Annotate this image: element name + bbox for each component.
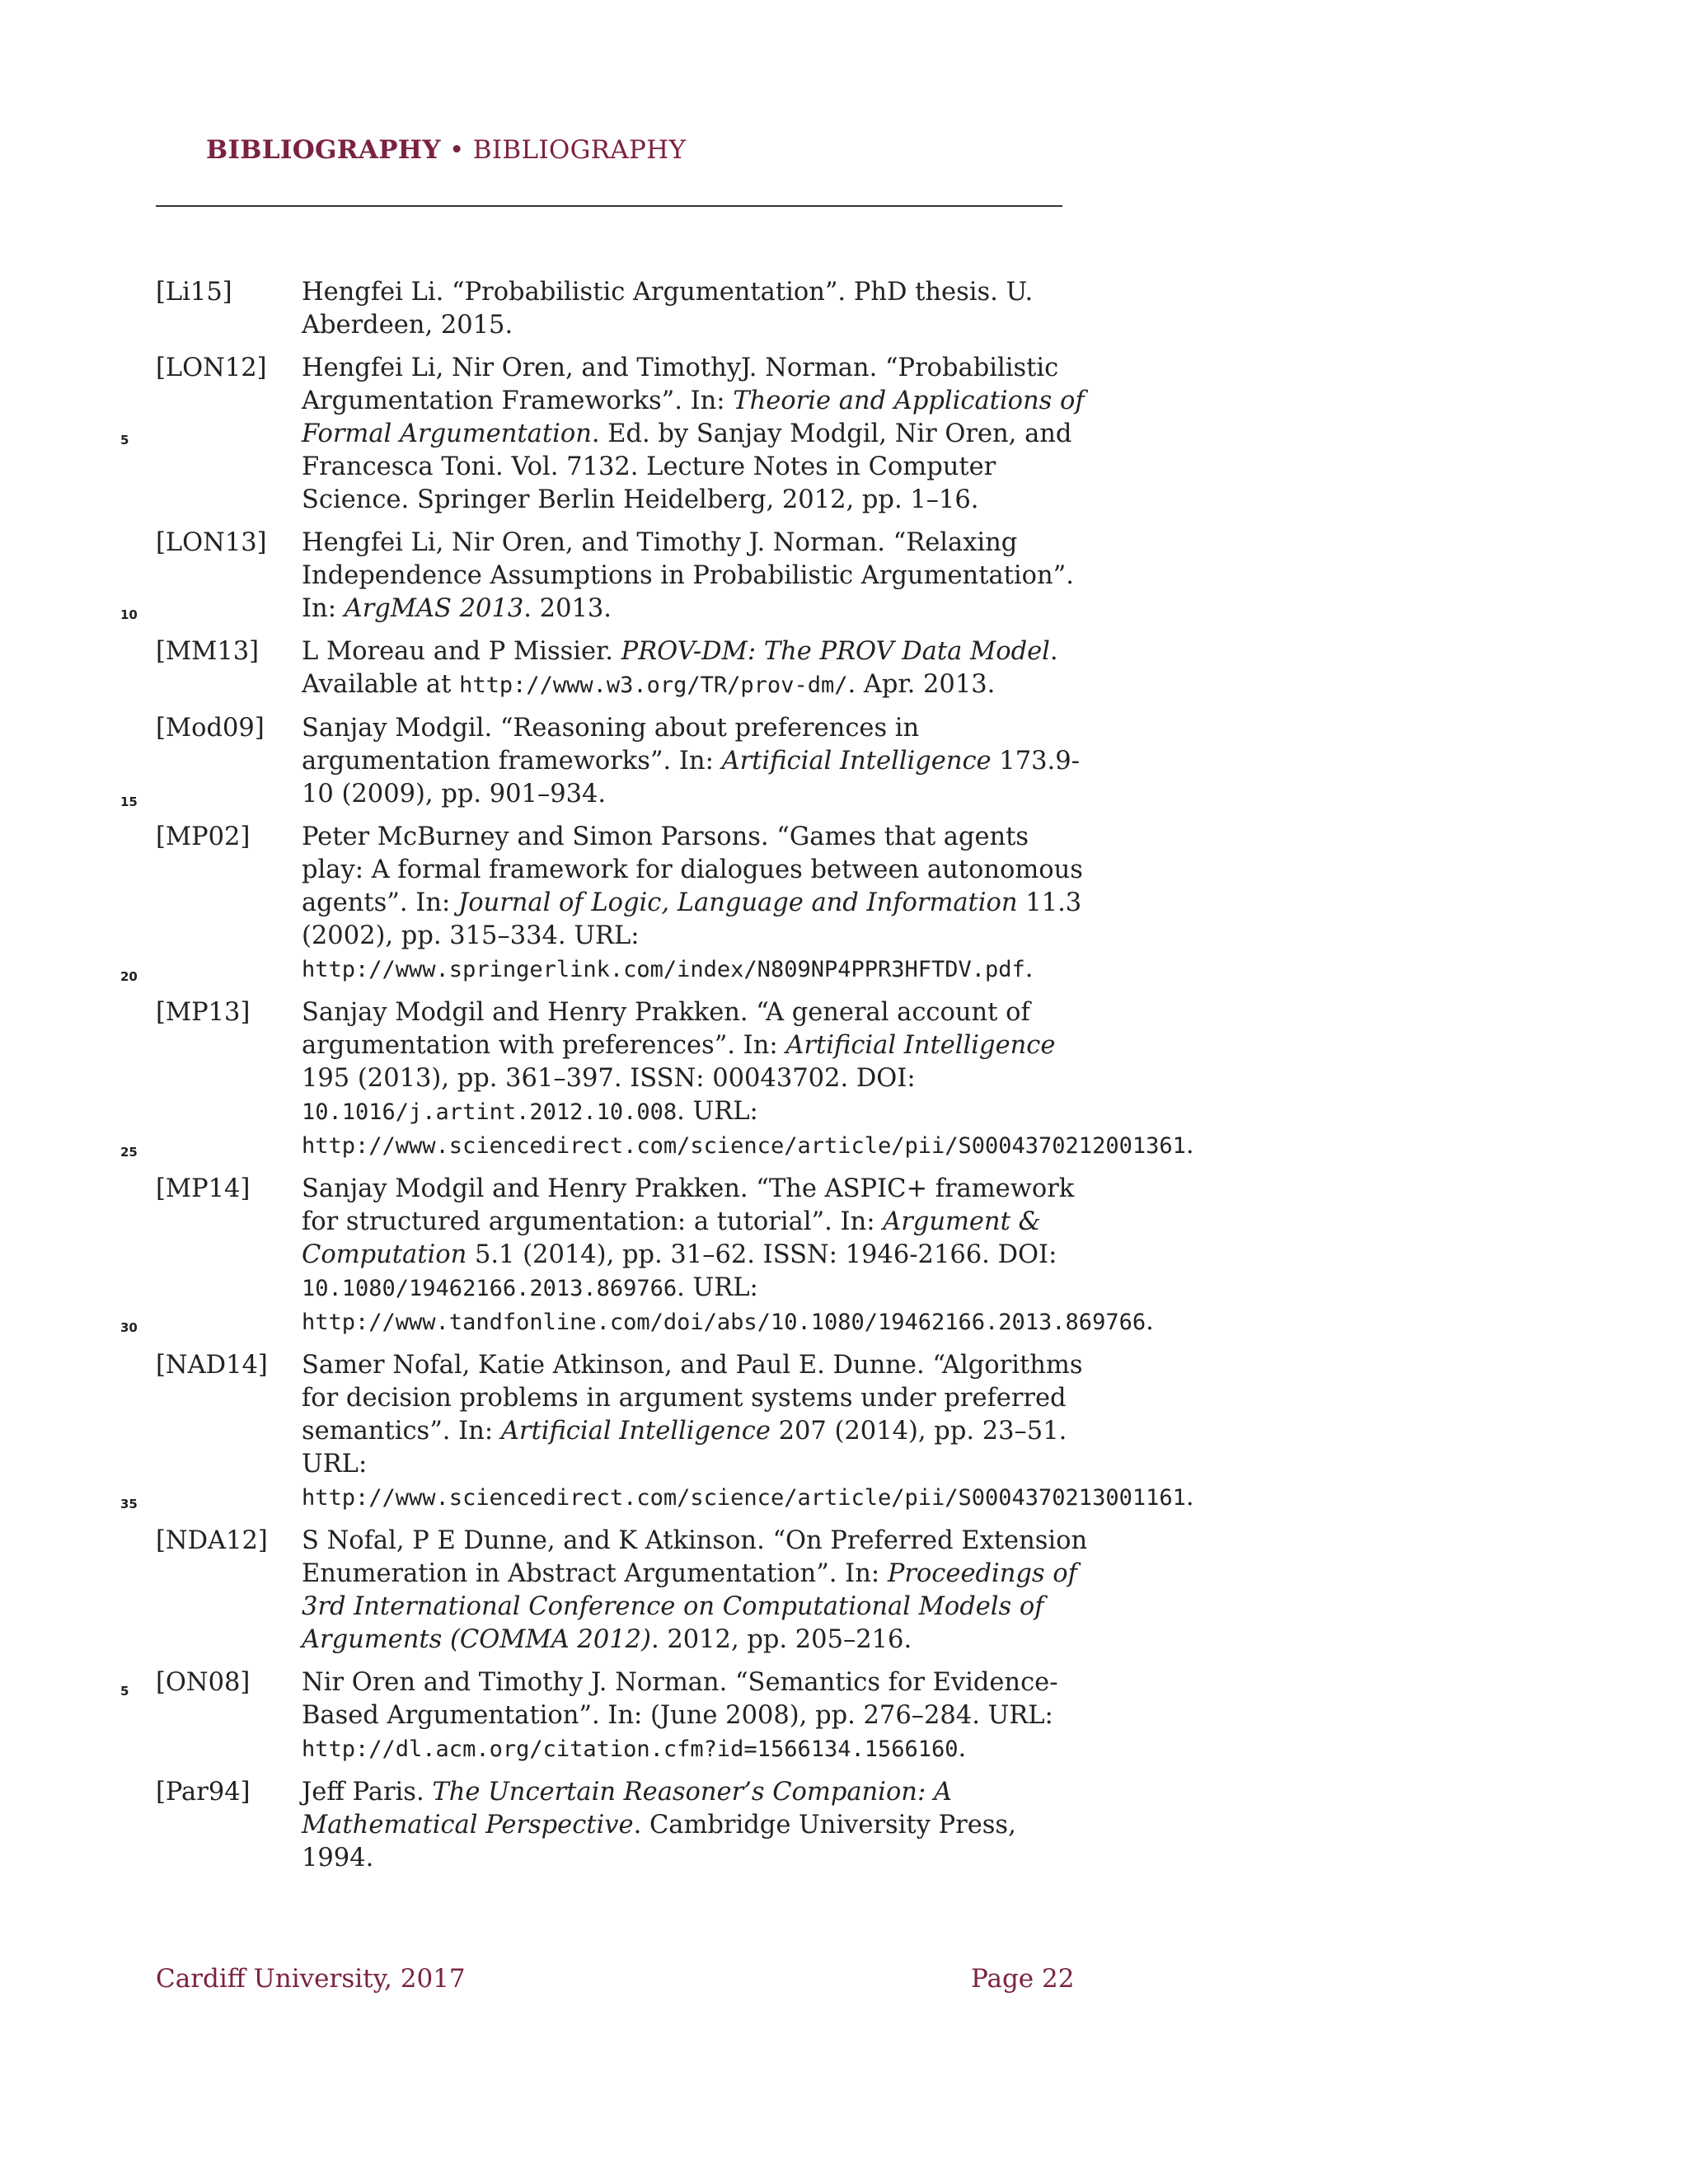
bib-key: [LON13] — [156, 528, 267, 557]
bib-entry-lon12 — [156, 352, 1104, 517]
bib-book-title: Theorie and Applications of Formal Argumentation — [302, 387, 1085, 448]
bib-text: L Moreau and P Missier. PROV-DM: The PROV Data Model. Available at http://www.w3.org/TR/prov-dm/. Apr. 2013. — [302, 637, 1058, 699]
line-number: 10 — [120, 607, 138, 622]
bib-entry-nad14 — [156, 1349, 1194, 1515]
bib-entry-lon13 — [156, 527, 1104, 626]
bib-text: Jeff Paris. The Uncertain Reasoner’s Companion: A Mathematical Perspective. Cambridge University Press, 1994. — [302, 1778, 1016, 1872]
bib-entry-mod09 — [156, 712, 1104, 811]
bib-entry-mp02 — [156, 821, 1104, 987]
bib-key: [Par94] — [156, 1778, 251, 1807]
bib-text: Sanjay Modgil. “Reasoning about preferences in argumentation frameworks”. In: Artificial Intelligence 173.9-10 (2009), pp. 901–934. — [302, 714, 1080, 808]
bib-journal: Artificial Intelligence — [500, 1417, 771, 1446]
bib-text: Hengfei Li, Nir Oren, and TimothyJ. Norman. “Probabilistic Argumentation Frameworks”. In: Theorie and Applications of Formal Argumentation. Ed. by Sanjay Modgil, Nir Oren, and Francesca Toni. Vol. 7132. Lecture Notes in Computer Science. Springer Berlin Heidelberg, 2012, pp. 1–16. — [302, 354, 1085, 514]
bib-doi-link[interactable]: 10.1016/j.artint.2012.10.008 — [302, 1099, 678, 1125]
line-number: 35 — [120, 1497, 138, 1511]
bib-key: [MP14] — [156, 1174, 251, 1203]
line-number: 25 — [120, 1145, 138, 1160]
line-number: 20 — [120, 969, 138, 984]
bib-key: [Li15] — [156, 278, 232, 307]
bib-text: Sanjay Modgil and Henry Prakken. “The ASPIC+ framework for structured argumentation: a tutorial”. In: Argument & Computation 5.1 (2014), pp. 31–62. ISSN: 1946-2166. DOI: 10.1080/19462166.2013.869766. URL: http://www.tandfonline.com/doi/abs/10.1080/19462166.2013.869766. — [302, 1174, 1154, 1336]
header-section: BIBLIOGRAPHY — [472, 135, 687, 165]
line-number: 15 — [120, 794, 138, 809]
header-bullet: • — [448, 135, 465, 165]
header-rule — [156, 205, 1062, 207]
bib-book-title: The Uncertain Reasoner’s Companion: A Mathematical Perspective — [302, 1778, 952, 1840]
bib-key: [MP02] — [156, 823, 251, 851]
bib-key: [Mod09] — [156, 714, 265, 743]
line-number: 30 — [120, 1320, 138, 1335]
bib-entry-par94 — [156, 1776, 1104, 1875]
bib-text: Sanjay Modgil and Henry Prakken. “A general account of argumentation with preferences”. In: Artificial Intelligence 195 (2013), pp. 361–397. ISSN: 00043702. DOI: 10.1016/j.artint.2012.10.008. URL: http://www.sciencedirect.com/science/article/pii/S0004370212001361. — [302, 998, 1194, 1160]
bib-journal: Artificial Intelligence — [721, 747, 992, 776]
line-number: 5 — [120, 433, 129, 448]
bib-title: PROV-DM: The PROV Data Model — [621, 637, 1050, 666]
bib-text: Samer Nofal, Katie Atkinson, and Paul E. Dunne. “Algorithms for decision problems in argument systems under preferred semantics”. In: Artificial Intelligence 207 (2014), pp. 23–51. URL: http://www.sciencedirect.com/science/article/pii/S0004370213001161. — [302, 1351, 1194, 1511]
bib-url-link[interactable]: http://dl.acm.org/citation.cfm?id=1566134.1566160 — [302, 1736, 959, 1762]
footer-page-number: Page 22 — [971, 1964, 1075, 1994]
bib-text: Hengfei Li, Nir Oren, and Timothy J. Norman. “Relaxing Independence Assumptions in Probabilistic Argumentation”. In: ArgMAS 2013. 2013. — [302, 528, 1074, 623]
bib-journal: Argument & Computation — [302, 1207, 1041, 1269]
line-number: 5 — [120, 1684, 129, 1699]
bib-journal: Artificial Intelligence — [785, 1031, 1056, 1060]
bib-url-link[interactable]: http://www.springerlink.com/index/N809NP4PPR3HFTDV.pdf — [302, 957, 1025, 982]
bib-key: [MM13] — [156, 637, 260, 666]
bib-key: [NAD14] — [156, 1351, 268, 1380]
bib-key: [MP13] — [156, 998, 251, 1027]
bibliography-list — [156, 276, 1194, 1885]
running-header — [206, 135, 686, 165]
bib-key: [ON08] — [156, 1668, 251, 1697]
bib-entry-on08 — [156, 1666, 1104, 1766]
bib-entry-mm13 — [156, 635, 1104, 702]
bib-venue: ArgMAS 2013 — [344, 594, 524, 623]
bib-url-link[interactable]: http://www.tandfonline.com/doi/abs/10.1080/19462166.2013.869766 — [302, 1310, 1146, 1335]
bib-text: S Nofal, P E Dunne, and K Atkinson. “On Preferred Extension Enumeration in Abstract Argumentation”. In: Proceedings of 3rd International Conference on Computational Models of Arguments (COMMA 2012). 2012, pp. 205–216. — [302, 1526, 1088, 1654]
bib-entry-mp14 — [156, 1173, 1154, 1339]
bib-text: Hengfei Li. “Probabilistic Argumentation”. PhD thesis. U. Aberdeen, 2015. — [302, 278, 1034, 340]
bib-text: Nir Oren and Timothy J. Norman. “Semantics for Evidence-Based Argumentation”. In: (June 2008), pp. 276–284. URL: http://dl.acm.org/citation.cfm?id=1566134.1566160. — [302, 1668, 1058, 1763]
bib-entry-li15 — [156, 276, 1104, 342]
header-section-bold: BIBLIOGRAPHY — [206, 135, 441, 165]
bib-journal: Journal of Logic, Language and Information — [457, 888, 1018, 917]
bib-entry-nda12 — [156, 1525, 1104, 1657]
bib-text: Peter McBurney and Simon Parsons. “Games that agents play: A formal framework for dialogues between autonomous agents”. In: Journal of Logic, Language and Information 11.3 (2002), pp. 315–334. URL: http://www.springerlink.com/index/N809NP4PPR3HFTDV.pdf. — [302, 823, 1083, 983]
bib-key: [LON12] — [156, 354, 267, 382]
bib-key: [NDA12] — [156, 1526, 268, 1555]
footer-institution: Cardiff University, 2017 — [156, 1964, 466, 1994]
bib-venue: Proceedings of 3rd International Conference on Computational Models of Arguments (COMMA 2012) — [302, 1559, 1077, 1654]
bib-url-link[interactable]: http://www.w3.org/TR/prov-dm/ — [459, 673, 848, 698]
bib-url-link[interactable]: http://www.sciencedirect.com/science/article/pii/S0004370212001361 — [302, 1133, 1186, 1159]
bib-url-link[interactable]: http://www.sciencedirect.com/science/article/pii/S0004370213001161 — [302, 1485, 1186, 1511]
bib-doi-link[interactable]: 10.1080/19462166.2013.869766 — [302, 1276, 678, 1301]
bib-entry-mp13 — [156, 996, 1194, 1163]
